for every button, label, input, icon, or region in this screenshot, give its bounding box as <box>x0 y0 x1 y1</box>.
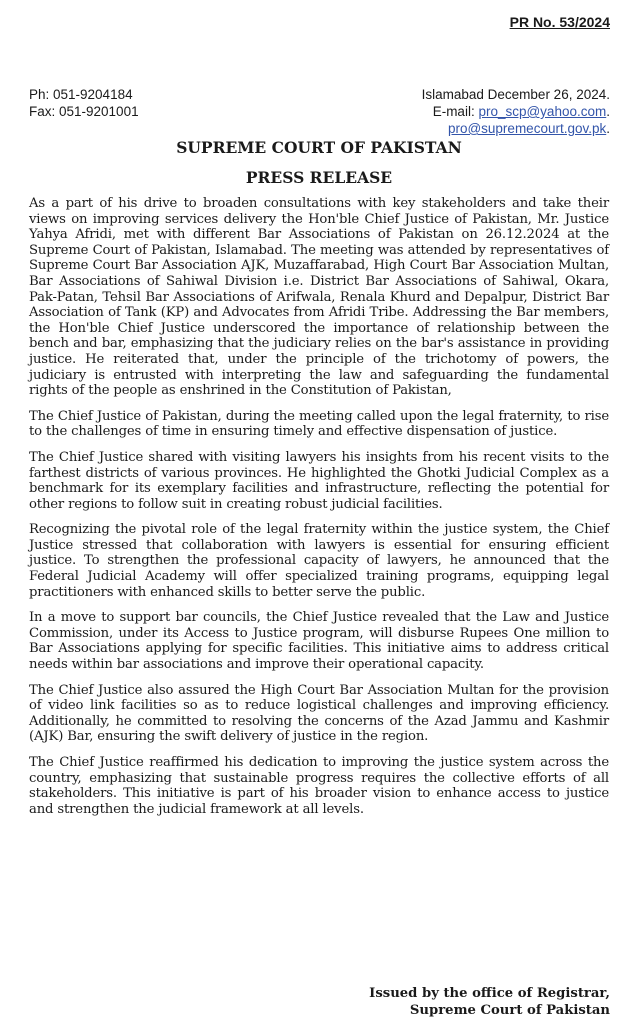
location-date: Islamabad December 26, 2024. <box>421 87 610 102</box>
paragraph: In a move to support bar councils, the Chief Justice revealed that the Law and Justice Commission, under its Access to Justice program, will disburse Rupees One million to Bar Associations applying for specific facilities. This initiative aims to address critical needs within bar associations and improve their operational capacity. <box>29 610 609 673</box>
date-and-email <box>422 86 610 137</box>
email-label: E-mail: <box>432 104 479 119</box>
email-line: E-mail: pro_scp@yahoo.com. <box>432 104 610 119</box>
paragraph: The Chief Justice of Pakistan, during the meeting called upon the legal fraternity, to rise to the challenges of time in ensuring timely and effective dispensation of justice. <box>29 408 609 440</box>
paragraph: The Chief Justice also assured the High Court Bar Association Multan for the provision of video link facilities so as to reduce logistical challenges and improving efficiency. Additionally, he committed to resolving the concerns of the Azad Jammu and Kashmir (AJK) Bar, ensuring the swift delivery of justice in the region. <box>29 682 609 745</box>
email-link-yahoo[interactable]: pro_scp@yahoo.com <box>478 104 607 119</box>
press-release-number: PR No. 53/2024 <box>509 14 610 30</box>
paragraph: Recognizing the pivotal role of the legal fraternity within the justice system, the Chief Justice stressed that collaboration with lawyers is essential for ensuring efficient justice. To strengthen the professional capacity of lawyers, he announced that the Federal Judicial Academy will offer specialized training programs, equipping legal practitioners with enhanced skills to better serve the public. <box>29 522 609 600</box>
email-line-2: pro@supremecourt.gov.pk. <box>447 121 610 136</box>
issuer-signature <box>369 985 610 1019</box>
paragraph: The Chief Justice reaffirmed his dedication to improving the justice system across the country, emphasizing that sustainable progress requires the collective efforts of all stakeholders. This initiative is part of his broader vision to enhance access to justice and strengthen the judicial framework at all levels. <box>29 755 609 817</box>
press-release-body <box>29 196 609 827</box>
paragraph: As a part of his drive to broaden consultations with key stakeholders and take their views on improving services delivery the Hon'ble Chief Justice of Pakistan, Mr. Justice Yahya Afridi, met with different Bar Associations of Pakistan on 26.12.2024 at the Supreme Court of Pakistan, Islamabad. The meeting was attended by representatives of Supreme Court Bar Association AJK, Muzaffarabad, High Court Bar Association Multan, Bar Associations of Sahiwal Division i.e. District Bar Associations of Sahiwal, Okara, Pak-Patan, Tehsil Bar Associations of Arifwala, Renala Khurd and Depalpur, District Bar Association of Tank (KP) and Advocates from Afridi Tribe. Addressing the Bar members, the Hon'ble Chief Justice underscored the importance of relationship between the bench and bar, emphasizing that the judiciary relies on the bar's assistance in providing justice. He reiterated that, under the principle of the trichotomy of powers, the judiciary is entrusted with interpreting the law and safeguarding the fundamental rights of the people as enshrined in the Constitution of Pakistan, <box>29 196 609 399</box>
paragraph: The Chief Justice shared with visiting lawyers his insights from his recent visits to the farthest districts of various provinces. He highlighted the Ghotki Judicial Complex as a benchmark for its exemplary facilities and infrastructure, reflecting the potential for other regions to follow suit in creating robust judicial facilities. <box>29 449 609 512</box>
court-heading: SUPREME COURT OF PAKISTAN <box>176 138 462 157</box>
fax-number: Fax: 051-9201001 <box>29 104 139 119</box>
press-release-title: PRESS RELEASE <box>245 168 393 187</box>
contact-numbers <box>29 86 139 120</box>
issuer-line-1: Issued by the office of Registrar, <box>369 986 610 1001</box>
email-link-supremecourt[interactable]: pro@supremecourt.gov.pk <box>447 121 607 136</box>
phone-number: Ph: 051-9204184 <box>29 87 133 102</box>
issuer-line-2: Supreme Court of Pakistan <box>409 1003 610 1018</box>
